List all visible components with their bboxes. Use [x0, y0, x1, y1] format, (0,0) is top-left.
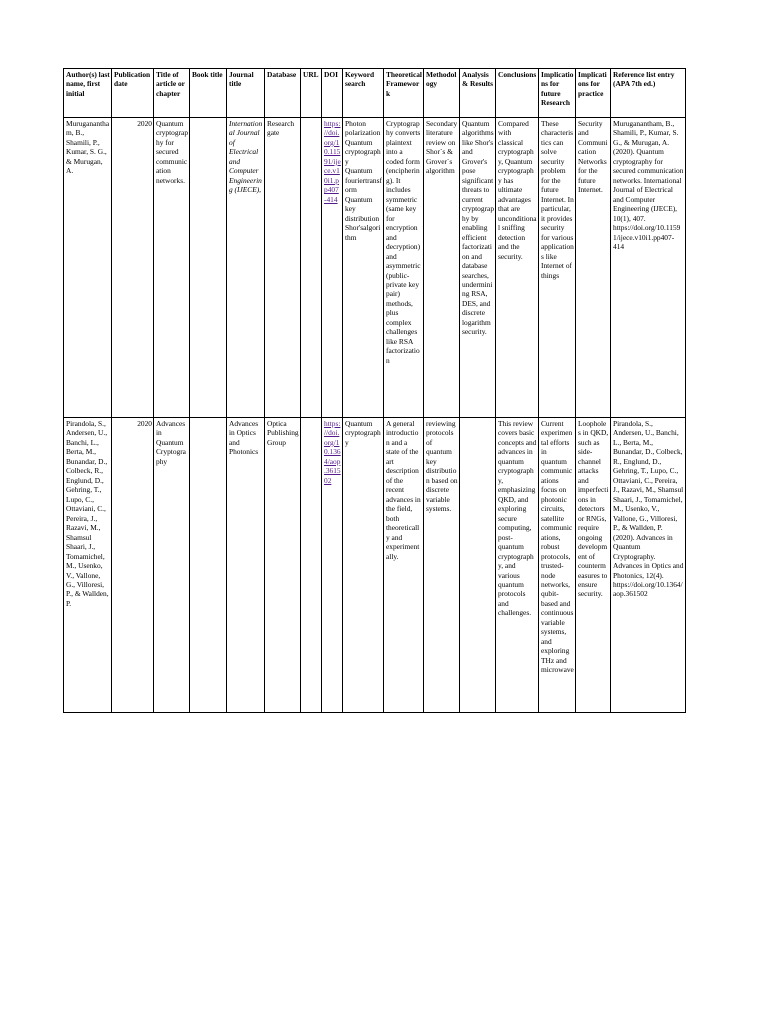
cell-framework: Cryptography converts plaintext into a coded form (enciphering). It includes symmetric (same key for encryption and decryption) and asymmetric (public-private key pair) methods, plus complex challenges like RSA factorization — [384, 118, 424, 418]
cell-doi — [322, 118, 343, 418]
cell-conclusions: This review covers basic concepts and advances in quantum cryptography, emphasizing QKD, and exploring secure computing, post-quantum cryptography, and various quantum protocols and challenges. — [496, 418, 539, 713]
cell-methodology: Secondary literature review on Shor`s & Grover`s algorithm — [424, 118, 460, 418]
table-row — [64, 418, 686, 713]
doi-link[interactable]: https://doi.org/10.1364/aop.361502 — [324, 419, 341, 485]
cell-future-research: Current experimental efforts in quantum communications focus on photonic circuits, satellite communications, robust protocols, trusted-node networks, qubit-based and continuous variable systems, and exploring THz and microwave — [539, 418, 576, 713]
cell-practice: Security and Communication Networks for the future Internet. — [576, 118, 611, 418]
header-doi: DOI — [322, 69, 343, 118]
header-future-research: Implications for future Research — [539, 69, 576, 118]
cell-analysis: Quantum algorithms like Shor's and Grover's pose significant threats to current cryptography by enabling efficient factorization and database searches, undermining RSA, DES, and discrete logarithm security. — [460, 118, 496, 418]
cell-authors: Muruganantham, B., Shamili, P., Kumar, S. G., & Murugan, A. — [64, 118, 112, 418]
cell-journal: Advances in Optics and Photonics — [227, 418, 265, 713]
cell-url — [301, 418, 322, 713]
header-book-title: Book title — [190, 69, 227, 118]
cell-reference: Pirandola, S., Andersen, U., Banchi, L., Berta, M., Bunandar, D., Colbeck, R., Englund, D., Gehring, T., Lupo, C., Ottaviani, C., Pereira, J., Razavi, M., Shamsul Shaari, J., Tomamichel, M., Usenko, V., Vallone, G., Villoresi, P., & Wallden, P. (2020). Advances in Quantum Cryptography. Advances in Optics and Photonics, 12(4). https://doi.org/10.1364/aop.361502 — [611, 418, 686, 713]
header-methodology: Methodology — [424, 69, 460, 118]
cell-title: Advances in Quantum Cryptography — [154, 418, 190, 713]
header-publication-date: Publication date — [112, 69, 154, 118]
header-practice: Implications for practice — [576, 69, 611, 118]
cell-authors: Pirandola, S., Andersen, U., Banchi, L., Berta, M., Bunandar, D., Colbeck, R., Englund, D., Gehring, T., Lupo, C., Ottaviani, C., Pereira, J., Razavi, M., Shamsul Shaari, J., Tomamichel, M., Usenko, V., Vallone, G., Villoresi, P., & Wallden, P. — [64, 418, 112, 713]
header-theoretical-framework: Theoretical Framework — [384, 69, 424, 118]
header-keyword-search: Keyword search — [343, 69, 384, 118]
header-url: URL — [301, 69, 322, 118]
cell-database: Optica Publishing Group — [265, 418, 301, 713]
cell-future-research: These characteristics can solve security problem for the future Internet. In particular, it provides security for various applications like Internet of things — [539, 118, 576, 418]
cell-title: Quantum cryptography for secured communication networks. — [154, 118, 190, 418]
header-reference: Reference list entry (APA 7th ed.) — [611, 69, 686, 118]
cell-doi — [322, 418, 343, 713]
header-conclusions: Conclusions — [496, 69, 539, 118]
cell-methodology: reviewing protocols of quantum key distribution based on discrete variable systems. — [424, 418, 460, 713]
header-analysis-results: Analysis & Results — [460, 69, 496, 118]
table-row — [64, 118, 686, 418]
cell-date: 2020 — [112, 118, 154, 418]
cell-analysis — [460, 418, 496, 713]
cell-reference: Muruganantham, B., Shamili, P., Kumar, S. G., & Murugan, A. (2020). Quantum cryptography for secured communication networks. International Journal of Electrical and Computer Engineering (IJECE), 10(1), 407. https://doi.org/10.11591/ijece.v10i1.pp407-414 — [611, 118, 686, 418]
header-journal-title: Journal title — [227, 69, 265, 118]
cell-book-title — [190, 418, 227, 713]
cell-framework: A general introduction and a state of the art description of the recent advances in the field, both theoretically and experimentally. — [384, 418, 424, 713]
literature-review-table — [63, 68, 686, 713]
header-authors: Author(s) last name, first initial — [64, 69, 112, 118]
cell-journal: International Journal of Electrical and Computer Engineering (IJECE), — [227, 118, 265, 418]
cell-keywords: Quantum cryptography — [343, 418, 384, 713]
cell-conclusions: Compared with classical cryptography, Quantum cryptography has ultimate advantages that are unconditional sniffing detection and the security. — [496, 118, 539, 418]
header-title: Title of article or chapter — [154, 69, 190, 118]
header-row — [64, 69, 686, 118]
cell-book-title — [190, 118, 227, 418]
header-database: Database — [265, 69, 301, 118]
cell-keywords: Photon polarization Quantum cryptography Quantum fouriertransform Quantum key distribution Shor'salgorithm — [343, 118, 384, 418]
doi-link[interactable]: https://doi.org/10.11591/ijece.v10i1.pp407-414 — [324, 119, 341, 204]
cell-date: 2020 — [112, 418, 154, 713]
cell-database: Research gate — [265, 118, 301, 418]
cell-practice: Loopholes in QKD, such as side-channel attacks and imperfections in detectors or RNGs, require ongoing development of countermeasures to ensure security. — [576, 418, 611, 713]
cell-url — [301, 118, 322, 418]
